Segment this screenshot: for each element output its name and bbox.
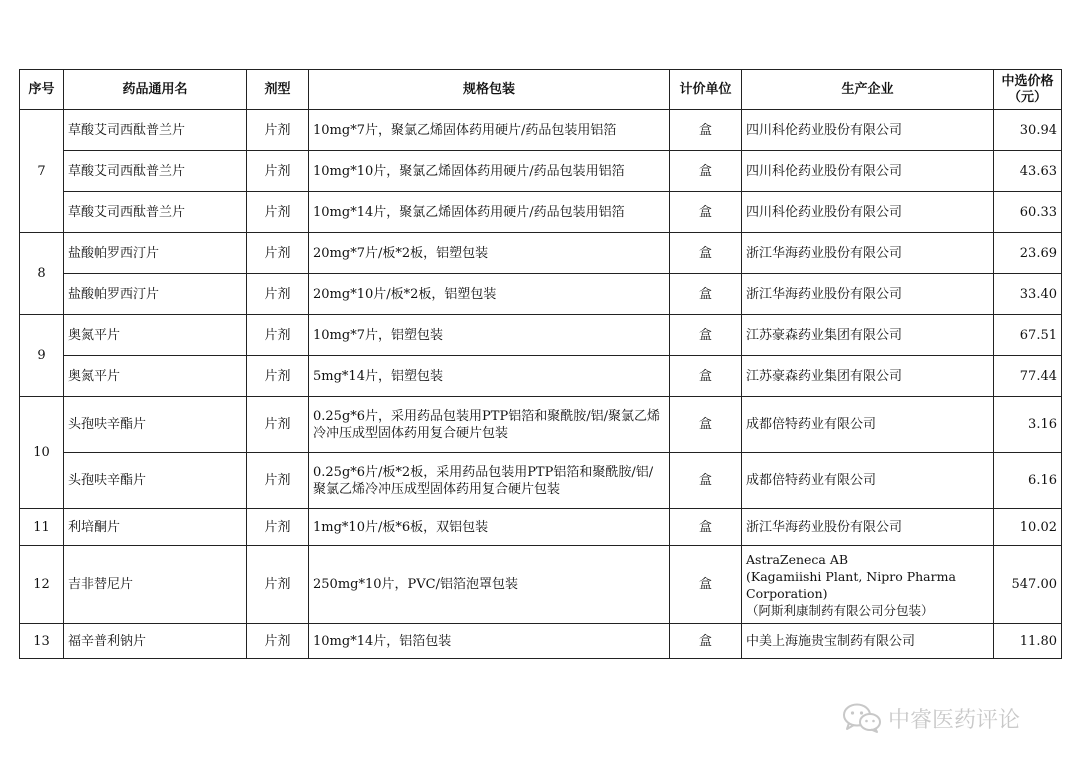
spec-cell: 10mg*10片，聚氯乙烯固体药用硬片/药品包装用铝箔 xyxy=(309,151,670,192)
unit-cell: 盒 xyxy=(670,397,742,453)
dosage-form-cell: 片剂 xyxy=(247,397,309,453)
price-cell: 60.33 xyxy=(994,192,1062,233)
header-spec: 规格包装 xyxy=(309,70,670,110)
drug-name-cell: 头孢呋辛酯片 xyxy=(64,453,247,509)
manufacturer-cell: 四川科伦药业股份有限公司 xyxy=(742,151,994,192)
drug-name-cell: 草酸艾司西酞普兰片 xyxy=(64,192,247,233)
seq-cell: 13 xyxy=(20,624,64,659)
seq-cell: 12 xyxy=(20,546,64,624)
unit-cell: 盒 xyxy=(670,110,742,151)
dosage-form-cell: 片剂 xyxy=(247,624,309,659)
table-row xyxy=(20,624,1062,659)
drug-name-cell: 头孢呋辛酯片 xyxy=(64,397,247,453)
unit-cell: 盒 xyxy=(670,453,742,509)
dosage-form-cell: 片剂 xyxy=(247,453,309,509)
manufacturer-cell: 成都倍特药业有限公司 xyxy=(742,397,994,453)
drug-name-cell: 奥氮平片 xyxy=(64,315,247,356)
seq-cell: 9 xyxy=(20,315,64,397)
table-row xyxy=(20,509,1062,546)
unit-cell: 盒 xyxy=(670,356,742,397)
dosage-form-cell: 片剂 xyxy=(247,356,309,397)
header-form: 剂型 xyxy=(247,70,309,110)
drug-name-cell: 福辛普利钠片 xyxy=(64,624,247,659)
drug-name-cell: 吉非替尼片 xyxy=(64,546,247,624)
seq-cell: 7 xyxy=(20,110,64,233)
seq-cell: 11 xyxy=(20,509,64,546)
watermark-text: 中睿医药评论 xyxy=(888,707,1021,733)
price-cell: 67.51 xyxy=(994,315,1062,356)
spec-cell: 20mg*7片/板*2板，铝塑包装 xyxy=(309,233,670,274)
seq-cell: 8 xyxy=(20,233,64,315)
dosage-form-cell: 片剂 xyxy=(247,233,309,274)
header-price: 中选价格 （元） xyxy=(994,70,1062,110)
table-row xyxy=(20,453,1062,509)
table-row xyxy=(20,274,1062,315)
unit-cell: 盒 xyxy=(670,274,742,315)
manufacturer-cell: 中美上海施贵宝制药有限公司 xyxy=(742,624,994,659)
price-cell: 547.00 xyxy=(994,546,1062,624)
dosage-form-cell: 片剂 xyxy=(247,151,309,192)
spec-cell: 10mg*7片，聚氯乙烯固体药用硬片/药品包装用铝箔 xyxy=(309,110,670,151)
price-cell: 33.40 xyxy=(994,274,1062,315)
spec-cell: 1mg*10片/板*6板，双铝包装 xyxy=(309,509,670,546)
drug-name-cell: 奥氮平片 xyxy=(64,356,247,397)
manufacturer-cell: 四川科伦药业股份有限公司 xyxy=(742,110,994,151)
spec-cell: 0.25g*6片/板*2板，采用药品包装用PTP铝箔和聚酰胺/铝/聚氯乙烯冷冲压成型固体药用复合硬片包装 xyxy=(309,453,670,509)
manufacturer-cell: 成都倍特药业有限公司 xyxy=(742,453,994,509)
table-row xyxy=(20,151,1062,192)
drug-name-cell: 草酸艾司西酞普兰片 xyxy=(64,151,247,192)
manufacturer-cell: 四川科伦药业股份有限公司 xyxy=(742,192,994,233)
wechat-icon xyxy=(842,702,882,734)
header-row xyxy=(20,70,1062,110)
seq-cell: 10 xyxy=(20,397,64,509)
watermark xyxy=(842,700,1020,736)
price-cell: 11.80 xyxy=(994,624,1062,659)
table-row xyxy=(20,356,1062,397)
header-manufacturer: 生产企业 xyxy=(742,70,994,110)
spec-cell: 10mg*14片，聚氯乙烯固体药用硬片/药品包装用铝箔 xyxy=(309,192,670,233)
price-cell: 10.02 xyxy=(994,509,1062,546)
header-seq: 序号 xyxy=(20,70,64,110)
manufacturer-cell: 浙江华海药业股份有限公司 xyxy=(742,274,994,315)
table-row xyxy=(20,233,1062,274)
price-cell: 23.69 xyxy=(994,233,1062,274)
spec-cell: 10mg*7片，铝塑包装 xyxy=(309,315,670,356)
unit-cell: 盒 xyxy=(670,192,742,233)
drug-name-cell: 盐酸帕罗西汀片 xyxy=(64,233,247,274)
drug-price-table xyxy=(19,69,1062,659)
table-row xyxy=(20,315,1062,356)
dosage-form-cell: 片剂 xyxy=(247,110,309,151)
dosage-form-cell: 片剂 xyxy=(247,546,309,624)
spec-cell: 5mg*14片，铝塑包装 xyxy=(309,356,670,397)
dosage-form-cell: 片剂 xyxy=(247,315,309,356)
table-row xyxy=(20,397,1062,453)
table-row xyxy=(20,546,1062,624)
drug-name-cell: 利培酮片 xyxy=(64,509,247,546)
manufacturer-cell: 浙江华海药业股份有限公司 xyxy=(742,233,994,274)
spec-cell: 250mg*10片，PVC/铝箔泡罩包装 xyxy=(309,546,670,624)
price-cell: 30.94 xyxy=(994,110,1062,151)
manufacturer-cell: 浙江华海药业股份有限公司 xyxy=(742,509,994,546)
manufacturer-cell: 江苏豪森药业集团有限公司 xyxy=(742,356,994,397)
price-cell: 3.16 xyxy=(994,397,1062,453)
spec-cell: 20mg*10片/板*2板，铝塑包装 xyxy=(309,274,670,315)
dosage-form-cell: 片剂 xyxy=(247,509,309,546)
manufacturer-cell: AstraZeneca AB (Kagamiishi Plant, Nipro Pharma Corporation) （阿斯利康制药有限公司分包装） xyxy=(742,546,994,624)
price-cell: 6.16 xyxy=(994,453,1062,509)
header-name: 药品通用名 xyxy=(64,70,247,110)
unit-cell: 盒 xyxy=(670,233,742,274)
drug-name-cell: 盐酸帕罗西汀片 xyxy=(64,274,247,315)
table-row xyxy=(20,110,1062,151)
price-cell: 43.63 xyxy=(994,151,1062,192)
price-cell: 77.44 xyxy=(994,356,1062,397)
unit-cell: 盒 xyxy=(670,509,742,546)
manufacturer-cell: 江苏豪森药业集团有限公司 xyxy=(742,315,994,356)
table-row xyxy=(20,192,1062,233)
unit-cell: 盒 xyxy=(670,624,742,659)
dosage-form-cell: 片剂 xyxy=(247,192,309,233)
dosage-form-cell: 片剂 xyxy=(247,274,309,315)
spec-cell: 10mg*14片，铝箔包装 xyxy=(309,624,670,659)
spec-cell: 0.25g*6片，采用药品包装用PTP铝箔和聚酰胺/铝/聚氯乙烯冷冲压成型固体药用复合硬片包装 xyxy=(309,397,670,453)
unit-cell: 盒 xyxy=(670,546,742,624)
unit-cell: 盒 xyxy=(670,315,742,356)
header-unit: 计价单位 xyxy=(670,70,742,110)
drug-name-cell: 草酸艾司西酞普兰片 xyxy=(64,110,247,151)
unit-cell: 盒 xyxy=(670,151,742,192)
